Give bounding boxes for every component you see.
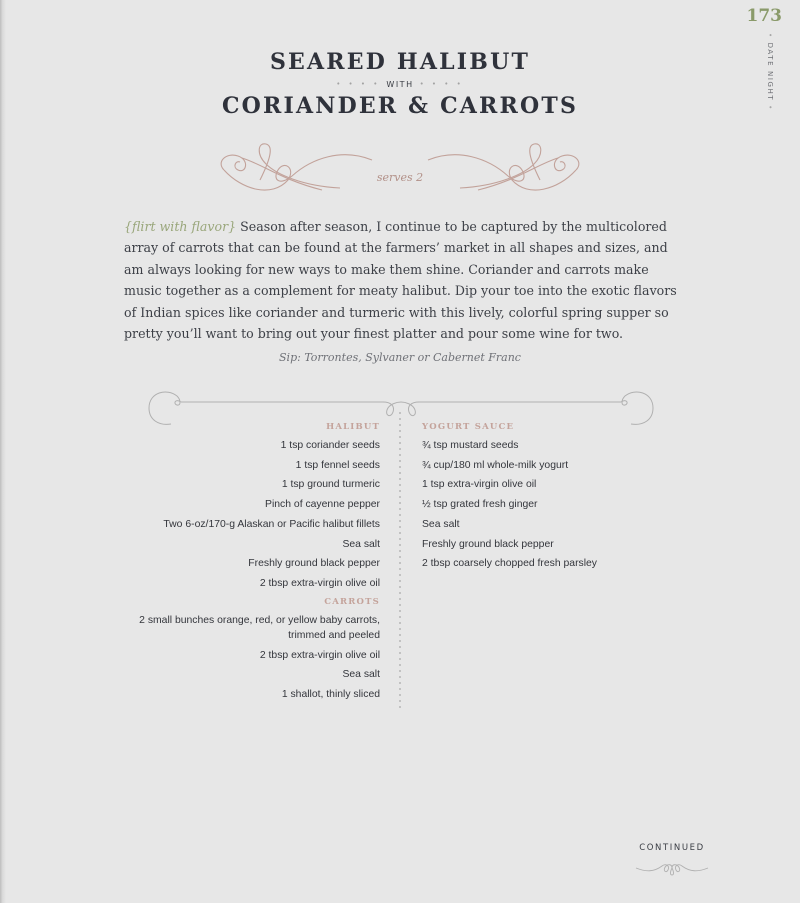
intro-text: Season after season, I continue to be captured by the multicolored array of carrots that can be found at the farmers’ market in all shapes and sizes, and am always looking for new ways to make them shine. Coriander and carrots make music together as a complement for meaty halibut. Dip your toe into the exotic flavors of Indian spices like coriander and turmeric with this lively, colorful spring supper so pretty you’ll want to bring out your finest platter and pour some wine for two. bbox=[124, 219, 677, 342]
ingredient-item: 1 tsp fennel seeds bbox=[295, 459, 380, 471]
ingredient-item: Sea salt bbox=[422, 518, 460, 530]
ingredient-item: 1 tsp extra-virgin olive oil bbox=[422, 479, 537, 491]
ingredient-item: 1 shallot, thinly sliced bbox=[281, 689, 380, 701]
bullet-icon: • bbox=[766, 33, 774, 39]
title-line-1: SEARED HALIBUT bbox=[269, 49, 531, 75]
ingredient-item: 2 tbsp coarsely chopped fresh parsley bbox=[422, 558, 598, 570]
flourish-ornament-icon bbox=[212, 140, 588, 200]
ingredients-right-column bbox=[422, 419, 722, 574]
page-number: 173 bbox=[746, 6, 782, 26]
ingredient-item: Two 6-oz/170-g Alaskan or Pacific halibut fillets bbox=[163, 518, 380, 530]
ingredient-heading-yogurt-sauce: YOGURT SAUCE bbox=[422, 422, 515, 432]
column-divider bbox=[399, 410, 401, 710]
ingredient-item: 2 small bunches orange, red, or yellow baby carrots, trimmed and peeled bbox=[139, 614, 380, 641]
ingredient-item: ¾ tsp mustard seeds bbox=[422, 440, 519, 451]
ingredient-item: 2 tbsp extra-virgin olive oil bbox=[259, 577, 380, 589]
ingredients-left-column bbox=[80, 419, 380, 705]
ingredient-heading-carrots: CARROTS bbox=[324, 596, 380, 607]
continued-label: CONTINUED bbox=[639, 843, 705, 853]
ingredient-item: 1 tsp coriander seeds bbox=[280, 440, 380, 451]
dots-right: • • • • bbox=[419, 80, 464, 88]
recipe-title bbox=[0, 48, 800, 120]
ingredient-item: 2 tbsp extra-virgin olive oil bbox=[259, 649, 380, 661]
small-flourish-icon bbox=[632, 860, 712, 876]
intro-tag: {flirt with flavor} bbox=[124, 219, 237, 234]
page-edge-shadow bbox=[0, 0, 6, 903]
dots-left: • • • • bbox=[336, 80, 381, 88]
ingredient-item: 1 tsp ground turmeric bbox=[281, 479, 380, 491]
wine-pairing: Sip: Torrontes, Sylvaner or Cabernet Franc bbox=[279, 351, 521, 364]
serves-label: serves 2 bbox=[376, 171, 424, 184]
intro-paragraph bbox=[124, 216, 684, 344]
ingredient-item: Freshly ground black pepper bbox=[248, 558, 380, 570]
ingredient-item: Pinch of cayenne pepper bbox=[265, 499, 380, 511]
title-connector bbox=[0, 76, 800, 92]
ingredient-item: ½ tsp grated fresh ginger bbox=[422, 499, 538, 511]
ingredient-item: Sea salt bbox=[342, 538, 380, 550]
ingredient-heading-halibut: HALIBUT bbox=[326, 422, 380, 432]
ingredient-item: Sea salt bbox=[342, 669, 380, 681]
title-line-2: CORIANDER & CARROTS bbox=[221, 93, 579, 119]
bullet-icon: • bbox=[766, 105, 774, 111]
ingredient-item: ¾ cup/180 ml whole-milk yogurt bbox=[422, 459, 569, 471]
connector-word: WITH bbox=[386, 79, 414, 89]
ingredient-item: Freshly ground black pepper bbox=[422, 538, 554, 550]
section-label: DATE NIGHT bbox=[766, 42, 774, 102]
